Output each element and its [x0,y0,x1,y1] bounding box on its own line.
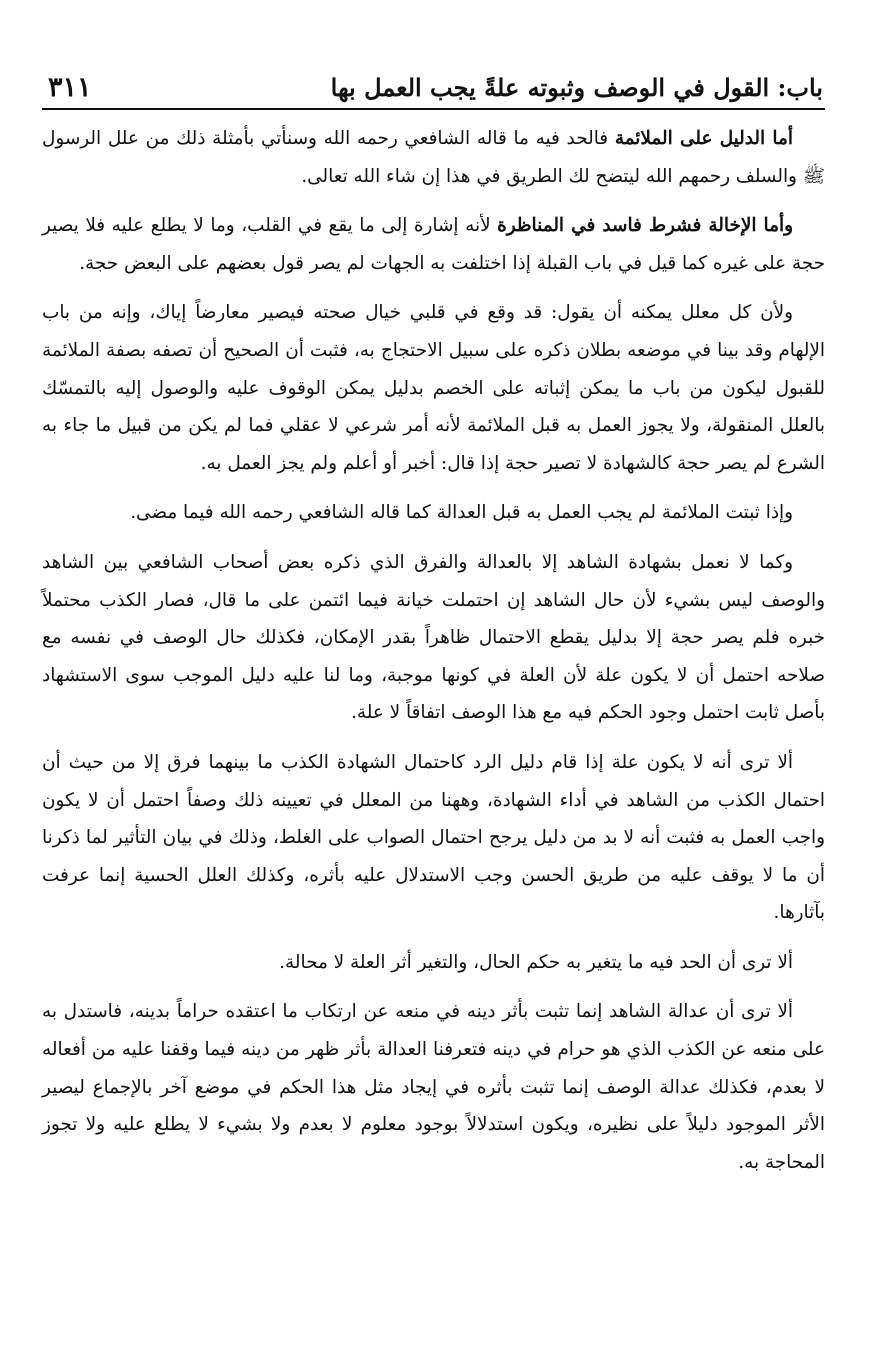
paragraph-3 [42,294,825,482]
paragraph-text: فالحد فيه ما قاله الشافعي رحمه الله وسنأتي بأمثلة ذلك من علل الرسول ﷺ والسلف رحمهم الله ليتضح لك الطريق في هذا إن شاء الله تعالى. [42,128,825,187]
paragraph-8 [42,993,825,1181]
paragraph-7 [42,944,825,982]
paragraph-2 [42,207,825,282]
paragraph-lead: أما الدليل على الملائمة [614,128,793,149]
body-text [42,120,825,1193]
paragraph-5 [42,544,825,732]
page-number: ٣١١ [48,72,92,103]
page-header [42,62,825,110]
paragraph-text: لأنه إشارة إلى ما يقع في القلب، وما لا يطلع عليه فلا يصير حجة على غيره كما قيل في باب القبلة إذا اختلفت به الجهات لم يصر قول بعضهم على البعض حجة. [42,215,825,274]
paragraph-text: وكما لا نعمل بشهادة الشاهد إلا بالعدالة والفرق الذي ذكره بعض أصحاب الشافعي بين الشاهد والوصف ليس بشيء لأن حال الشاهد إن احتملت خيانة فيما ائتمن على ما قال، فصار الكذب محتملاً خبره فلم يصر حجة إلا بدليل يقطع الاحتمال ظاهراً بقدر الإمكان، فكذلك حال الوصف في نفسه مع صلاحه احتمل أن لا يكون علة لأن العلة في كونها موجبة، وما لنا عليه دليل الموجب سوى الاستشهاد بأصل ثابت احتمل وجود الحكم فيه مع هذا الوصف اتفاقاً لا علة. [42,551,825,724]
paragraph-text: وإذا ثبتت الملائمة لم يجب العمل به قبل العدالة كما قاله الشافعي رحمه الله فيما مضى. [130,502,793,524]
paragraph-6 [42,744,825,932]
paragraph-1 [42,120,825,195]
paragraph-text: ألا ترى أن عدالة الشاهد إنما تثبت بأثر دينه في منعه عن ارتكاب ما اعتقده حراماً بدينه، فاستدل به على منعه عن الكذب الذي هو حرام في دينه فتعرفنا العدالة بأثر ظهر من دينه فيما وقفنا عليه من أفعاله لا بعدم، فكذلك عدالة الوصف إنما تثبت بأثره في إيجاد مثل هذا الحكم في موضع آخر بالإجماع ليصير الأثر الموجود دليلاً على نظيره، ويكون استدلالاً بوجود معلوم لا بعدم ولا بشيء لا يطلع عليه ولا تجوز المحاجة به. [42,1001,825,1173]
paragraph-text: ولأن كل معلل يمكنه أن يقول: قد وقع في قلبي خيال صحته فيصير معارضاً إياك، وإنه من باب الإلهام وقد بينا في موضعه بطلان ذكره على سبيل الاحتجاج به، فثبت أن الصحيح أن تصفه بصفة الملائمة للقبول ليكون من باب ما يمكن إثباته على الخصم بدليل يمكن الوقوف عليه والوصول إليه بالتمسّك بالعلل المنقولة، ولا يجوز العمل به قبل الملائمة لأنه أمر شرعي لا عقلي فما لم يكن من قبيل ما جاء به الشرع لم يصر حجة كالشهادة لا تصير حجة إذا قال: أخبر أو أعلم ولم يجز العمل به. [42,302,825,474]
running-title: باب: القول في الوصف وثبوته علةً يجب العمل بها [330,73,823,102]
paragraph-text: ألا ترى أنه لا يكون علة إذا قام دليل الرد كاحتمال الشهادة الكذب ما بينهما فرق إلا من حيث أن احتمال الكذب من الشاهد في أداء الشهادة، وههنا من المعلل في تعيينه ذلك وصفاً احتمل أن لا يكون واجب العمل به فثبت أنه لا بد من دليل يرجح احتمال الصواب على الغلط، وذلك في بيان التأثير لما ذكرنا أن ما لا يوقف عليه من طريق الحسن وجب الاستدلال عليه بأثره، وكذلك العلل الحسية إنما عرفت بآثارها. [42,751,825,924]
paragraph-lead: وأما الإخالة فشرط فاسد في المناظرة [497,215,793,237]
paragraph-4 [42,494,825,532]
paragraph-text: ألا ترى أن الحد فيه ما يتغير به حكم الحال، والتغير أثر العلة لا محالة. [279,951,793,973]
